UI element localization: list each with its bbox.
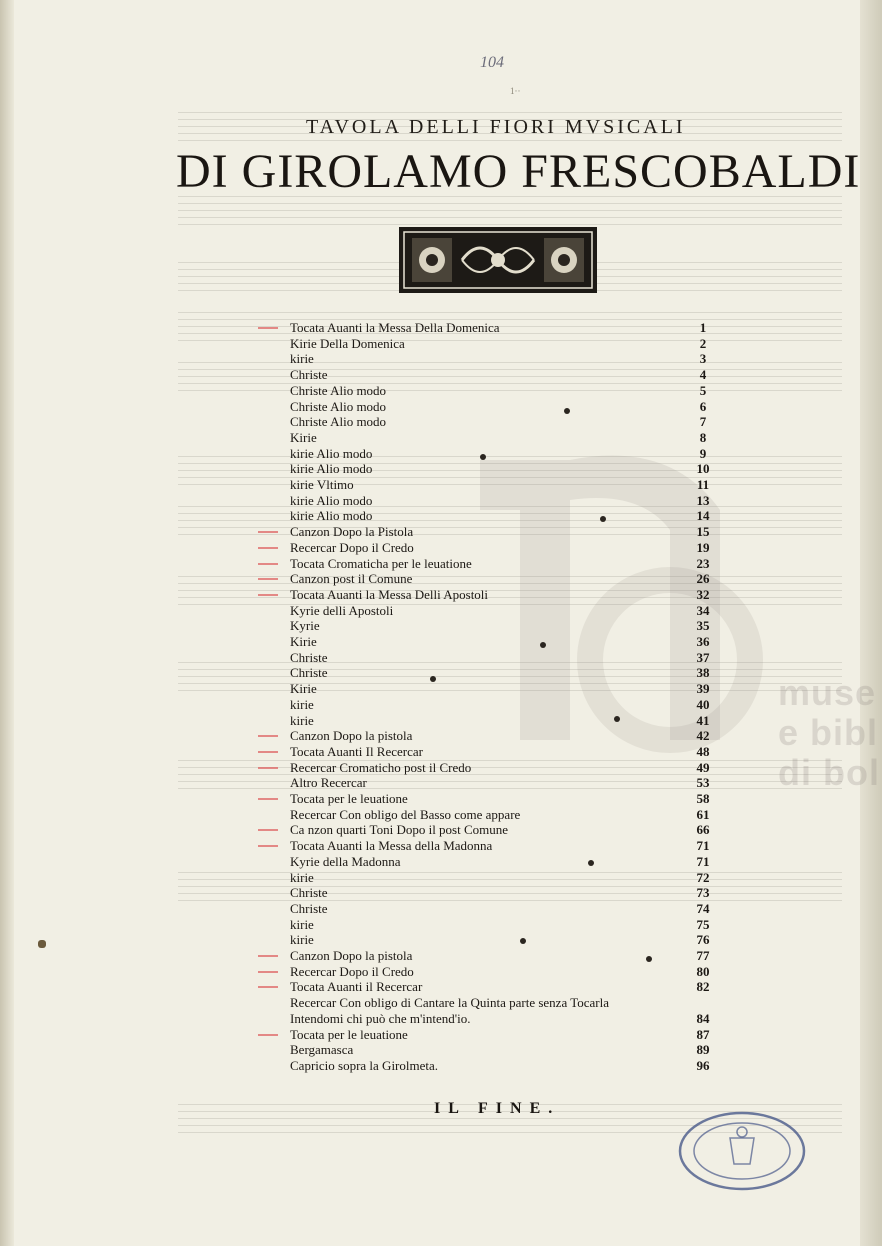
toc-entry-page-number: 13 xyxy=(696,492,710,508)
red-pencil-mark xyxy=(258,751,278,753)
red-pencil-mark xyxy=(258,1034,278,1036)
toc-entry-title: Tocata Auanti il Recercar xyxy=(290,979,423,995)
ink-speck xyxy=(600,516,606,522)
woodcut-ornament xyxy=(398,226,598,294)
toc-entry-page-number: 58 xyxy=(696,791,710,806)
toc-entry-page-number: 10 xyxy=(696,461,710,477)
toc-entry xyxy=(180,791,720,807)
toc-entry-title: Kyrie delli Apostoli xyxy=(290,602,394,618)
toc-entry xyxy=(180,414,720,430)
toc-entry-title: kirie Alio modo xyxy=(290,461,373,477)
toc-entry xyxy=(180,320,720,336)
bleed-staff-line xyxy=(178,112,842,113)
end-mark: IL FINE. xyxy=(434,1100,561,1117)
toc-entry xyxy=(180,430,720,446)
toc-entry xyxy=(180,932,720,948)
toc-entry xyxy=(180,775,720,791)
watermark-text-line-1: muse xyxy=(778,672,877,713)
toc-entry xyxy=(180,650,720,666)
toc-entry-page-number: 38 xyxy=(696,665,710,681)
page-binding-edge xyxy=(0,0,14,1246)
toc-entry-title: Kirie Della Domenica xyxy=(290,335,405,351)
toc-entry-title: Recercar Dopo il Credo xyxy=(290,539,414,555)
toc-entry xyxy=(180,1011,720,1027)
toc-entry-title: Kirie xyxy=(290,429,317,445)
toc-entry xyxy=(180,1042,720,1058)
toc-entry-title: Tocata Auanti la Messa Delli Apostoli xyxy=(290,586,489,602)
toc-entry-page-number: 82 xyxy=(696,979,710,995)
toc-entry-page-number: 35 xyxy=(696,618,710,634)
toc-entry-title: Capricio sopra la Girolmeta. xyxy=(290,1057,439,1073)
toc-entry-title: Canzon Dopo la Pistola xyxy=(290,524,414,540)
toc-entry-title: kirie Vltimo xyxy=(290,477,354,492)
toc-entry-page-number: 76 xyxy=(696,932,710,948)
toc-entry-title: Tocata Auanti la Messa della Madonna xyxy=(290,838,493,854)
table-title-line-1: TAVOLA DELLI FIORI MVSICALI xyxy=(306,116,686,138)
red-pencil-mark xyxy=(258,531,278,533)
toc-entry-title: Tocata Auanti la Messa Della Domenica xyxy=(290,320,500,335)
toc-entry-title: Recercar Con obligo di Cantare la Quinta parte senza Tocarla xyxy=(290,995,610,1011)
toc-entry-title: Recercar Dopo il Credo xyxy=(290,963,414,979)
ink-speck xyxy=(646,956,652,962)
toc-entry-page-number: 80 xyxy=(696,963,710,979)
red-pencil-mark xyxy=(258,829,278,831)
toc-entry-title: Christe xyxy=(290,885,328,901)
page-outer-edge xyxy=(860,0,882,1246)
toc-entry xyxy=(180,587,720,603)
toc-entry-title: kirie xyxy=(290,351,314,367)
toc-entry-page-number: 11 xyxy=(696,477,710,492)
toc-entry-page-number: 14 xyxy=(696,508,710,524)
toc-entry xyxy=(180,1027,720,1043)
toc-entry xyxy=(180,336,720,352)
toc-entry-page-number: 23 xyxy=(696,555,710,571)
toc-entry xyxy=(180,399,720,415)
red-pencil-mark xyxy=(258,798,278,800)
toc-entry-page-number: 41 xyxy=(696,712,710,728)
red-pencil-mark xyxy=(258,735,278,737)
red-pencil-mark xyxy=(258,563,278,565)
toc-entry-page-number: 3 xyxy=(699,351,707,367)
toc-entry-title: Kyrie xyxy=(290,618,320,634)
toc-entry-page-number: 32 xyxy=(696,586,710,602)
toc-entry-page-number: 71 xyxy=(696,838,710,854)
red-pencil-mark xyxy=(258,594,278,596)
toc-entry-page-number: 74 xyxy=(696,900,710,916)
toc-entry xyxy=(180,446,720,462)
toc-entry-title: Recercar Cromaticho post il Credo xyxy=(290,759,472,775)
toc-entry xyxy=(180,571,720,587)
ink-speck xyxy=(520,938,526,944)
toc-entry xyxy=(180,681,720,697)
toc-entry xyxy=(180,822,720,838)
toc-entry xyxy=(180,477,720,493)
toc-entry xyxy=(180,618,720,634)
toc-entry-page-number: 8 xyxy=(699,429,707,445)
toc-entry-title: Christe Alio modo xyxy=(290,382,387,398)
toc-entry-page-number: 84 xyxy=(696,1010,710,1026)
toc-entry-page-number: 2 xyxy=(699,335,707,351)
toc-entry-page-number: 15 xyxy=(696,524,710,540)
toc-entry-page-number: 49 xyxy=(696,759,710,775)
toc-entry-title: kirie Alio modo xyxy=(290,492,373,508)
toc-entry xyxy=(180,979,720,995)
red-pencil-mark xyxy=(258,986,278,988)
toc-entry-title: Christe xyxy=(290,367,328,383)
toc-entry xyxy=(180,634,720,650)
red-pencil-mark xyxy=(258,578,278,580)
toc-entry xyxy=(180,885,720,901)
toc-entry-title: Kirie xyxy=(290,634,317,649)
toc-entry xyxy=(180,508,720,524)
toc-entry xyxy=(180,854,720,870)
toc-entry xyxy=(180,697,720,713)
toc-entry-page-number: 36 xyxy=(696,634,710,649)
toc-entry-title: Christe xyxy=(290,665,328,681)
ink-speck xyxy=(480,454,486,460)
toc-entry-title: Kirie xyxy=(290,681,317,697)
toc-entry-page-number: 96 xyxy=(696,1057,710,1073)
toc-entry-title: Altro Recercar xyxy=(290,775,367,791)
toc-entry-page-number: 26 xyxy=(696,571,710,587)
toc-entry xyxy=(180,995,720,1011)
toc-entry xyxy=(180,524,720,540)
toc-entry-page-number: 39 xyxy=(696,681,710,697)
toc-entry-page-number: 66 xyxy=(696,822,710,838)
toc-entry-page-number: 87 xyxy=(696,1026,710,1042)
bleed-staff-line xyxy=(178,224,842,225)
bleed-staff-line xyxy=(178,140,842,141)
red-pencil-mark xyxy=(258,547,278,549)
toc-entry xyxy=(180,760,720,776)
toc-entry-title: Christe Alio modo xyxy=(290,414,387,430)
old-shelfmark: 1·· xyxy=(510,86,521,96)
toc-entry-title: Canzon Dopo la pistola xyxy=(290,728,413,744)
toc-entry-page-number: 4 xyxy=(699,367,707,383)
toc-entry-page-number: 34 xyxy=(696,602,710,618)
toc-entry xyxy=(180,901,720,917)
bleed-staff-line xyxy=(178,217,842,218)
ink-speck xyxy=(430,676,436,682)
ink-speck xyxy=(540,642,546,648)
toc-entry-page-number: 19 xyxy=(696,539,710,555)
toc-entry-title: kirie xyxy=(290,869,314,885)
toc-entry xyxy=(180,603,720,619)
toc-entry xyxy=(180,870,720,886)
toc-entry-title: kirie Alio modo xyxy=(290,508,373,524)
toc-entry-page-number: 75 xyxy=(696,916,710,932)
toc-entry-title: kirie xyxy=(290,932,314,948)
toc-entry-title: kirie xyxy=(290,696,314,712)
toc-entry-title: Kyrie della Madonna xyxy=(290,853,401,869)
toc-entry-title: kirie Alio modo xyxy=(290,445,373,461)
toc-entry-page-number: 40 xyxy=(696,696,710,712)
toc-entry xyxy=(180,713,720,729)
toc-entry-page-number: 77 xyxy=(696,948,710,963)
red-pencil-mark xyxy=(258,327,278,329)
ink-speck xyxy=(588,860,594,866)
ink-speck xyxy=(614,716,620,722)
toc-entry-page-number: 73 xyxy=(696,885,710,901)
toc-entry-title: kirie xyxy=(290,916,314,932)
toc-entry xyxy=(180,917,720,933)
toc-entry-page-number: 72 xyxy=(696,869,710,885)
toc-entry xyxy=(180,383,720,399)
handwritten-shelfmark: 104 xyxy=(480,54,504,71)
toc-entry xyxy=(180,744,720,760)
toc-entry-page-number: 1 xyxy=(699,320,707,335)
toc-entry xyxy=(180,728,720,744)
toc-entry-title: Canzon Dopo la pistola xyxy=(290,948,413,963)
toc-entry-title: Tocata Auanti Il Recercar xyxy=(290,743,423,759)
table-title-line-2: DI GIROLAMO FRESCOBALDI xyxy=(176,145,861,198)
toc-entry xyxy=(180,665,720,681)
toc-entry-title: Christe xyxy=(290,649,328,665)
toc-entry-page-number: 6 xyxy=(699,398,707,414)
toc-entry-title: Intendomi chi può che m'intend'io. xyxy=(290,1010,471,1026)
toc-entry-title: Canzon post il Comune xyxy=(290,571,413,587)
toc-entry-page-number: 37 xyxy=(696,649,710,665)
bleed-staff-line xyxy=(178,312,842,313)
toc-entry-page-number: 48 xyxy=(696,743,710,759)
toc-entry-title: Ca nzon quarti Toni Dopo il post Comune xyxy=(290,822,509,838)
toc-entry-title: Tocata Cromaticha per le leuatione xyxy=(290,555,472,571)
toc-entry xyxy=(180,964,720,980)
watermark-text-line-3: di bol xyxy=(778,752,880,793)
toc-entry-page-number: 71 xyxy=(696,853,710,869)
library-stamp xyxy=(676,1108,808,1194)
red-pencil-mark xyxy=(258,971,278,973)
toc-entry-page-number: 42 xyxy=(696,728,710,744)
toc-entry xyxy=(180,351,720,367)
toc-entry xyxy=(180,540,720,556)
toc-entry-page-number: 61 xyxy=(696,806,710,822)
toc-entry-title: Christe xyxy=(290,900,328,916)
watermark-text-line-2: e bibl xyxy=(778,712,879,753)
toc-entry-page-number: 5 xyxy=(699,382,707,398)
toc-entry xyxy=(180,1058,720,1074)
toc-entry xyxy=(180,948,720,964)
toc-entry-page-number: 53 xyxy=(696,775,710,791)
bleed-staff-line xyxy=(178,210,842,211)
toc-entry xyxy=(180,367,720,383)
red-pencil-mark xyxy=(258,955,278,957)
toc-entry-title: Bergamasca xyxy=(290,1042,354,1058)
toc-entry-page-number: 9 xyxy=(699,445,707,461)
red-pencil-mark xyxy=(258,767,278,769)
ink-speck xyxy=(564,408,570,414)
toc-entry-title: Recercar Con obligo del Basso come appare xyxy=(290,806,521,822)
toc-entry-title: kirie xyxy=(290,712,314,728)
toc-entry-title: Christe Alio modo xyxy=(290,398,387,414)
toc-entry-page-number: 89 xyxy=(696,1042,710,1058)
foxing-spot xyxy=(38,940,46,948)
bleed-staff-line xyxy=(178,203,842,204)
red-pencil-mark xyxy=(258,845,278,847)
toc-entry-title: Tocata per le leuatione xyxy=(290,1026,408,1042)
toc-entry xyxy=(180,493,720,509)
toc-entry-title: Tocata per le leuatione xyxy=(290,791,408,806)
toc-entry xyxy=(180,807,720,823)
toc-entry-page-number: 7 xyxy=(699,414,707,430)
toc-entry xyxy=(180,461,720,477)
toc-entry xyxy=(180,556,720,572)
toc-entry xyxy=(180,838,720,854)
